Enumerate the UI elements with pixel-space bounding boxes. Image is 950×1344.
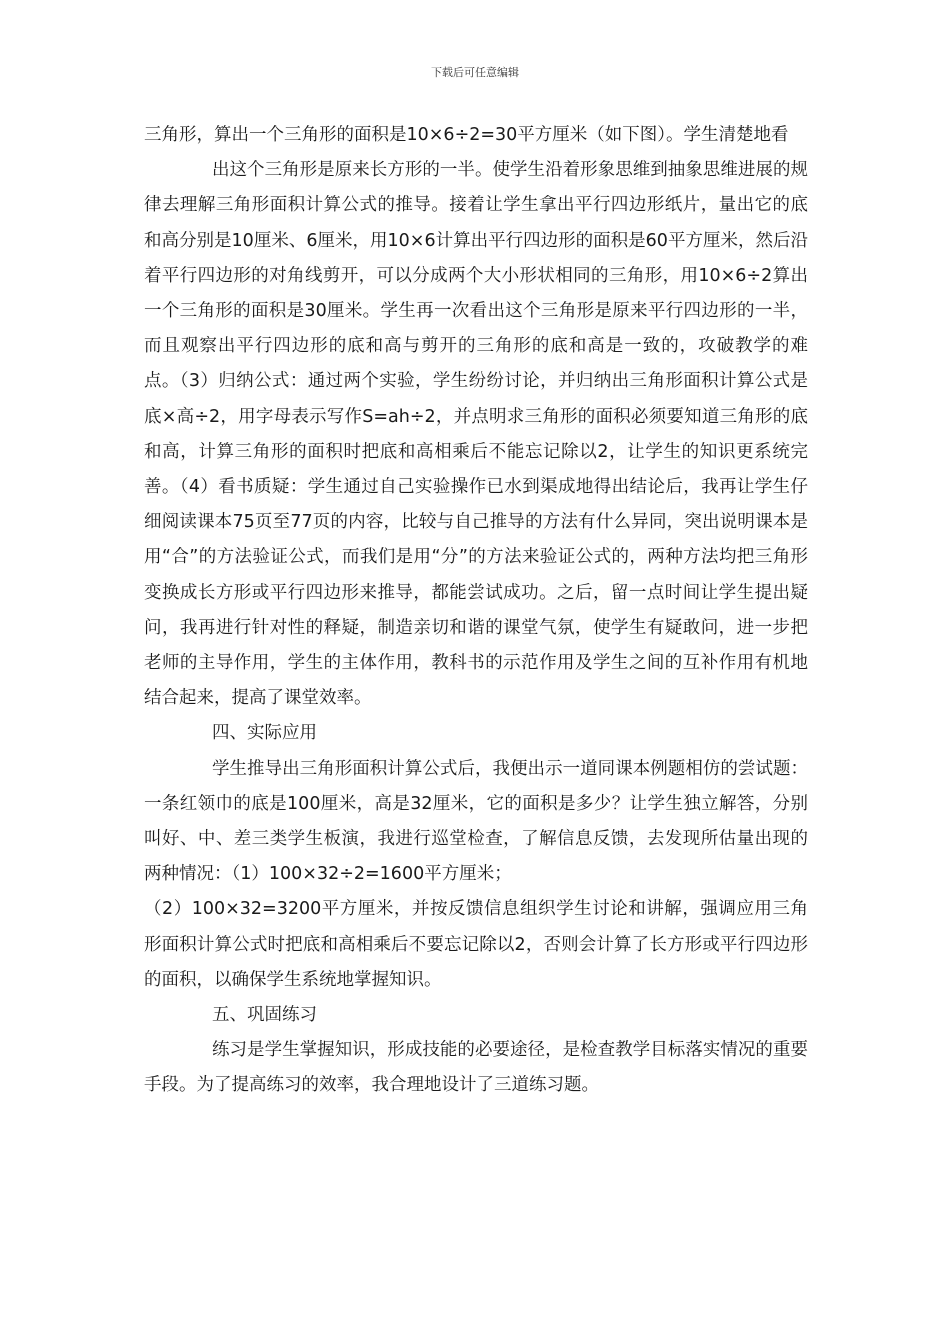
paragraph-continuation: 三角形，算出一个三角形的面积是10×6÷2=30平方厘米（如下图）。学生清楚地看 [144,125,789,145]
paragraph-derivation: 出这个三角形是原来长方形的一半。使学生沿着形象思维到抽象思维进展的规律去理解三角形面积计算公式的推导。接着让学生拿出平行四边形纸片，量出它的底和高分别是10厘米、6厘米，用10×6计算出平行四边形的面积是60平方厘米，然后沿着平行四边形的对角线剪开，可以分成两个大小形状相同的三角形，用10×6÷2算出一个三角形的面积是30厘米。学生再一次看出这个三角形是原来平行四边形的一半，而且观察出平行四边形的底和高与剪开的三角形的底和高是一致的，攻破教学的难点。（3）归纳公式：通过两个实验，学生纷纷讨论，并归纳出三角形面积计算公式是底×高÷2，用字母表示写作S=ah÷2，并点明求三角形的面积必须要知道三角形的底和高，计算三角形的面积时把底和高相乘后不能忘记除以2，让学生的知识更系统完善。（4）看书质疑：学生通过自己实验操作已水到渠成地得出结论后，我再让学生仔细阅读课本75页至77页的内容，比较与自己推导的方法有什么异同，突出说明课本是用“合”的方法验证公式，而我们是用“分”的方法来验证公式的，两种方法均把三角形变换成长方形或平行四边形来推导，都能尝试成功。之后，留一点时间让学生提出疑问，我再进行针对性的释疑，制造亲切和谐的课堂气氛，使学生有疑敢问，进一步把老师的主导作用，学生的主体作用，教科书的示范作用及学生之间的互补作用有机地结合起来，提高了课堂效率。 [144,160,808,709]
section-heading-consolidation: 五、巩固练习 [212,1005,317,1026]
paragraph-exercises: 练习是学生掌握知识，形成技能的必要途径，是检查教学目标落实情况的重要手段。为了提高练习的效率，我合理地设计了三道练习题。 [144,1040,808,1096]
paragraph-feedback: （2）100×32=3200平方厘米，并按反馈信息组织学生讨论和讲解，强调应用三角形面积计算公式时把底和高相乘后不要忘记除以2，否则会计算了长方形或平行四边形的面积，以确保学生系统地掌握知识。 [144,899,808,990]
section-heading-practical-application: 四、实际应用 [212,723,317,744]
document-body [144,118,808,1104]
paragraph-trial-problem: 学生推导出三角形面积计算公式后，我便出示一道同课本例题相仿的尝试题：一条红领巾的底是100厘米，高是32厘米，它的面积是多少？让学生独立解答，分别叫好、中、差三类学生板演，我进行巡堂检查，了解信息反馈，去发现所估量出现的两种情况：（1）100×32÷2=1600平方厘米； [144,758,808,885]
page-header: 下载后可任意编辑 [431,66,519,79]
